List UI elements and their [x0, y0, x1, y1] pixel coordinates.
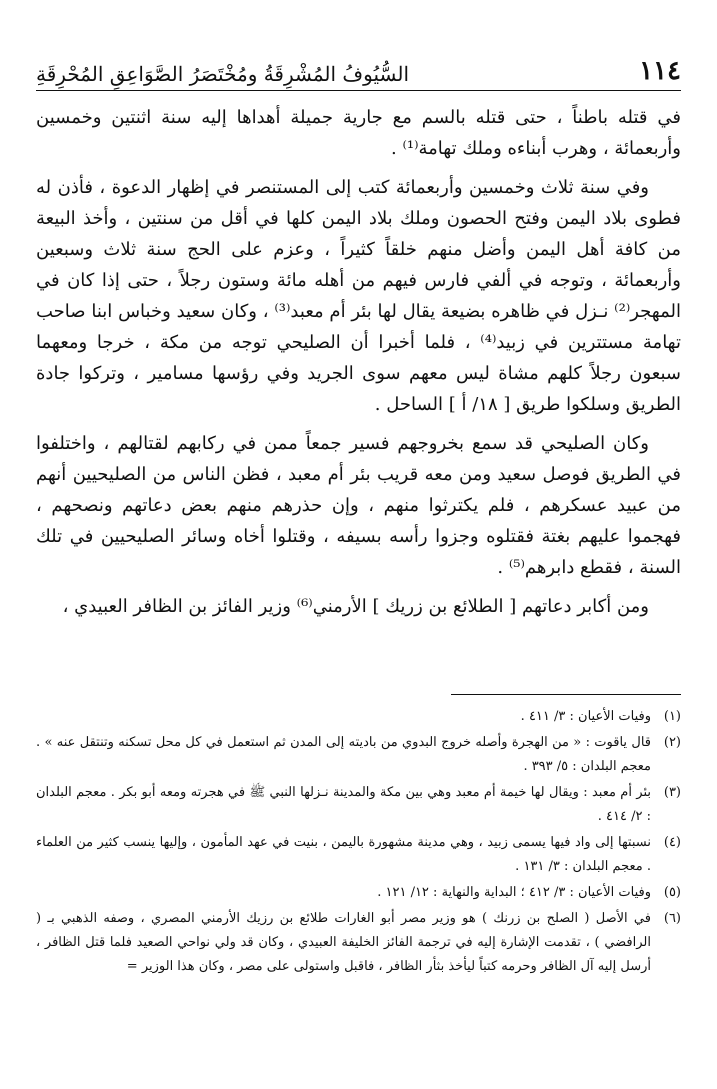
footnote-text: وفيات الأعيان : ٣/ ٤١١ . — [520, 709, 651, 724]
footnote-text: نسبتها إلى واد فيها يسمى زبيد ، وهي مدينة مشهورة باليمن ، بنيت في عهد المأمون ، وإليها ينسب كثير من العلماء . معجم البلدان : ٣/ ١٣١ . — [36, 835, 651, 874]
footnote-number: (٣) — [663, 785, 681, 800]
footnote — [36, 907, 681, 979]
footnote-text: بئر أم معبد : ويقال لها خيمة أم معبد وهي بين مكة والمدينة نـزلها النبي ﷺ في هجرته ومعه أبو بكر . معجم البلدان : ٢/ ٤١٤ . — [36, 785, 651, 824]
running-title: السُّيُوفُ المُشْرِقَةُ ومُخْتَصَرُ الصَّوَاعِقِ المُحْرِقَةِ — [36, 62, 410, 86]
page-header — [36, 55, 681, 91]
footnote-number: (٤) — [663, 835, 681, 850]
footnote — [36, 705, 681, 729]
footnotes — [36, 705, 681, 981]
paragraph: وفي سنة ثلاث وخمسين وأربعمائة كتب إلى المستنصر في إظهار الدعوة ، فأذن له فطوى بلاد اليمن وفتح الحصون وملك بلاد اليمن كلها في أقل من سنتين ، وأخذ البيعة من كافة أهل اليمن وأضل منهم خلقاً كثيراً ، وعزم على الحج سنة ثلاث وسبعين وأربعمائة ، وتوجه في ألفي فارس فيهم من أهله مائة وستون رجلاً ، حتى إذا كان في المهجر⁽²⁾ نـزل في ظاهره بضيعة يقال لها بئر أم معبد⁽³⁾ ، وكان سعيد وخباس ابنا صاحب تهامة مستترين في زبيد⁽⁴⁾ ، فلما أخبرا أن الصليحي توجه من مكة ، خرجا ومعهما سبعون رجلاً كلهم مشاة ليس معهم سوى الجريد وفي رؤسها مسامير ، وتركوا جادة الطريق وسلكوا طريق [ ١٨/ أ ] الساحل . — [36, 177, 681, 415]
footnote — [36, 881, 681, 905]
footnote-text: وفيات الأعيان : ٣/ ٤١٢ ؛ البداية والنهاية : ١٢/ ١٢١ . — [377, 885, 651, 900]
paragraph: وكان الصليحي قد سمع بخروجهم فسير جمعاً ممن في ركابهم لقتالهم ، واختلفوا في الطريق فوصل سعيد ومن معه قريب بئر أم معبد ، فظن الناس من الصليحيين أنهم من عبيد عسكرهم ، فلم يكترثوا منهم ، وإن حذرهم منهم بعض دعاتهم ونصحهم ، فهجموا عليهم بغتة فقتلوه وجزوا رأسه بسيفه ، وقتلوا أخاه وسائر الصليحيين في تلك السنة ، فقطع دابرهم⁽⁵⁾ . — [36, 433, 681, 578]
page-number: ١١٤ — [639, 56, 681, 86]
paragraph: ومن أكابر دعاتهم [ الطلائع بن زريك ] الأرمني⁽⁶⁾ وزير الفائز بن الظافر العبيدي ، — [62, 596, 649, 617]
footnote-divider — [451, 694, 681, 695]
footnote — [36, 731, 681, 779]
footnote-text: في الأصل ( الصلح بن زرنك ) هو وزير مصر أبو الغارات طلائع بن رزيك الأرمني المصري ، وصفه الذهبي بـ ( الرافضي ) ، تقدمت الإشارة إليه في ترجمة الفائز الخليفة العبيدي ، وكان قد ولي نواحي الصعيد فلما قتل الظافر ، أرسل إليه آل الظافر وحرمه كتباً ليأخذ بثأر الظافر ، فاقبل واستولى على مصر ، وكان هذا الوزير = — [36, 911, 651, 974]
footnote-number: (٢) — [663, 735, 681, 750]
footnote — [36, 781, 681, 829]
footnote-number: (٦) — [663, 911, 681, 926]
footnote — [36, 831, 681, 879]
footnote-number: (١) — [663, 709, 681, 724]
footnote-text: قال ياقوت : « من الهجرة وأصله خروج البدوي من باديته إلى المدن ثم استعمل في كل محل تسكنه وتنتقل عنه » . معجم البلدان : ٥/ ٣٩٣ . — [36, 735, 651, 774]
main-text — [36, 102, 681, 630]
paragraph: في قتله باطناً ، حتى قتله بالسم مع جارية جميلة أهداها إليه سنة اثنتين وخمسين وأربعمائة ، وهرب أبناءه وملك تهامة⁽¹⁾ . — [36, 107, 681, 159]
footnote-number: (٥) — [663, 885, 681, 900]
